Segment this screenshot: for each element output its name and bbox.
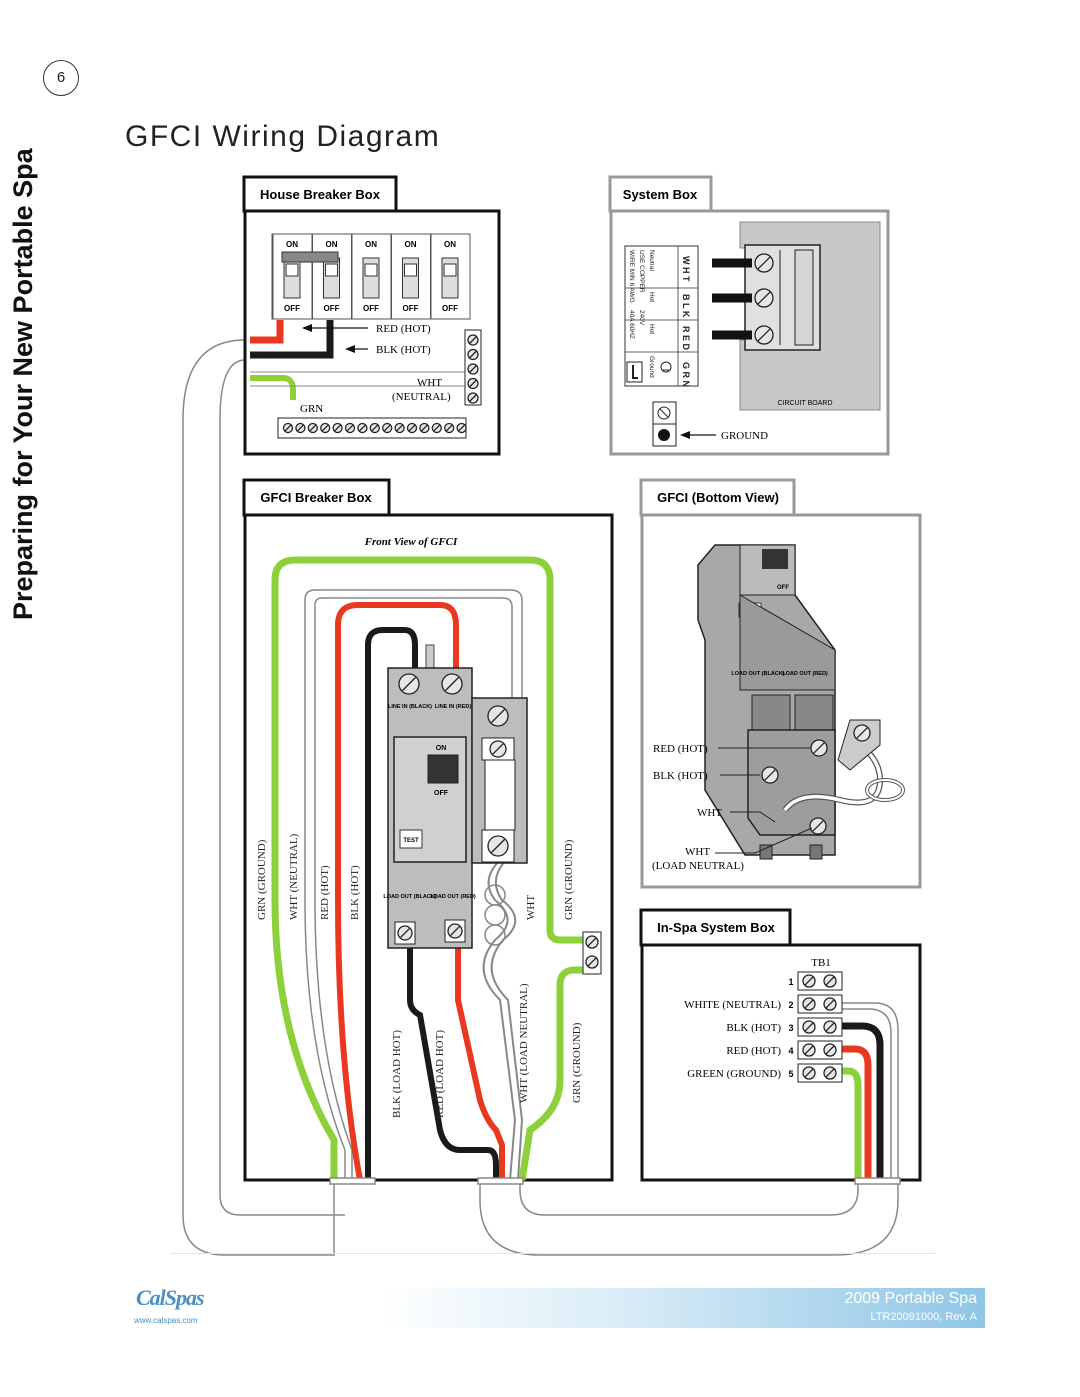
ground-screw-icon [408, 424, 417, 433]
house-breaker-title: House Breaker Box [260, 187, 380, 202]
terminal-screw-icon [755, 254, 773, 272]
ground-screw-icon [586, 936, 598, 948]
footer-product: 2009 Portable Spa [844, 1290, 977, 1307]
lbl-blk-hot: BLK (HOT) [349, 865, 361, 920]
circuit-board-label: CIRCUIT BOARD [777, 400, 833, 407]
terminal-screw-icon [824, 1044, 836, 1056]
ground-screw-icon [284, 424, 293, 433]
front-view-label: Front View of GFCI [364, 536, 458, 548]
bottom-load-neutral-label: (LOAD NEUTRAL) [652, 860, 744, 872]
sys-col-grn: G R N [681, 362, 691, 388]
gfci-load-out-red: LOAD OUT (RED) [430, 894, 476, 900]
breaker-off-label: OFF [323, 304, 340, 313]
gfci-line-in-black: LINE IN (BLACK) [388, 704, 432, 710]
sys-label-hot1: Hot [648, 292, 655, 303]
red-hot-screw-icon [811, 740, 827, 756]
lbl-grn-ground: GRN (GROUND) [256, 839, 268, 920]
line-in-red-screw-icon [442, 674, 462, 694]
line-in-black-screw-icon [399, 674, 419, 694]
ground-screw-icon [445, 424, 454, 433]
gfci-breaker-box [244, 480, 612, 1180]
lbl-grn-ground-right: GRN (GROUND) [563, 839, 575, 920]
breaker-on-label: ON [325, 240, 338, 249]
load-neutral-screw-icon [488, 836, 508, 856]
neutral-screw-icon [468, 393, 478, 403]
ground-screw-icon [333, 424, 342, 433]
gfci-bottom-view [641, 480, 920, 887]
blk-hot-screw-icon [762, 767, 778, 783]
breaker-on-label: ON [404, 240, 417, 249]
house-breaker-box [244, 177, 499, 454]
page-title: GFCI Wiring Diagram [125, 120, 441, 153]
tb1-terminal-number: 1 [788, 977, 794, 987]
ground-screw-icon [321, 424, 330, 433]
terminal-screw-icon [803, 1067, 815, 1079]
bottom-blk-hot-label: BLK (HOT) [653, 770, 708, 782]
terminal-screw-icon [803, 998, 815, 1010]
tb1-terminal-label: RED (HOT) [726, 1045, 781, 1057]
breaker-off-label: OFF [402, 304, 419, 313]
gfci-bottom-title: GFCI (Bottom View) [657, 490, 779, 505]
neutral-screw-icon [488, 706, 508, 726]
system-box [610, 177, 888, 454]
ground-screw-icon [296, 424, 305, 433]
gfci-off-label: OFF [434, 790, 448, 797]
tb1-terminal-label: WHITE (NEUTRAL) [684, 999, 781, 1011]
terminal-screw-icon [824, 1067, 836, 1079]
lbl-wht-neutral: WHT (NEUTRAL) [288, 833, 300, 920]
tb1-terminal-number: 4 [788, 1046, 794, 1056]
ground-screw-icon [586, 956, 598, 968]
house-blk-hot-label: BLK (HOT) [376, 344, 431, 356]
sys-label-240v: 240V [638, 310, 645, 326]
load-neutral-screw-icon [810, 818, 826, 834]
terminal-screw-icon [824, 975, 836, 987]
footer-rule [170, 1253, 935, 1254]
terminal-screw-icon [755, 326, 773, 344]
in-spa-title: In-Spa System Box [657, 920, 775, 935]
house-red-hot-label: RED (HOT) [376, 323, 431, 335]
footer-code: LTR20091000, Rev. A [870, 1311, 977, 1323]
neutral-screw-icon [490, 741, 506, 757]
lbl-red-load-hot: RED (LOAD HOT) [434, 1030, 446, 1118]
sys-label-wire: WIRE MIN 6 AWG [628, 250, 635, 303]
lbl-wht: WHT [525, 894, 537, 920]
calspas-logo: CalSpas [136, 1285, 204, 1310]
bottom-load-out-black: LOAD OUT (BLACK) [731, 671, 785, 677]
gfci-load-out-black: LOAD OUT (BLACK) [383, 894, 437, 900]
gfci-line-in-red: LINE IN (RED) [434, 704, 472, 710]
lbl-grn-ground-bottom: GRN (GROUND) [571, 1022, 583, 1103]
conduit-bottom [480, 1180, 898, 1255]
sys-col-red: R E D [681, 326, 691, 351]
tb1-terminal-label: GREEN (GROUND) [687, 1068, 781, 1080]
breaker-on-label: ON [365, 240, 377, 249]
load-out-red-screw-icon [448, 924, 462, 938]
house-wht-label: WHT [417, 377, 443, 389]
neutral-screw-icon [468, 379, 478, 389]
bottom-off-label: OFF [777, 585, 789, 591]
section-title: Preparing for Your New Portable Spa [8, 148, 38, 620]
terminal-screw-icon [803, 1021, 815, 1033]
terminal-screw-icon [824, 1021, 836, 1033]
page-number: 6 [43, 60, 79, 96]
gfci-breaker-title: GFCI Breaker Box [260, 490, 372, 505]
tb1-terminal-label: BLK (HOT) [726, 1022, 781, 1034]
ground-screw-icon [346, 424, 355, 433]
terminal-screw-icon [824, 998, 836, 1010]
lbl-red-hot: RED (HOT) [319, 865, 331, 920]
ground-screw-icon [370, 424, 379, 433]
bottom-wht2-label: WHT [685, 846, 711, 858]
neutral-screw-icon [854, 725, 870, 741]
sys-label-freq: 40A 60HZ [628, 310, 635, 339]
ground-screw-icon [358, 424, 367, 433]
system-box-title: System Box [622, 187, 698, 202]
ground-screw-icon [308, 424, 317, 433]
breaker-off-label: OFF [363, 304, 379, 313]
tb1-terminal-number: 2 [788, 1000, 794, 1010]
neutral-screw-icon [468, 364, 478, 374]
breaker-on-label: ON [444, 240, 456, 249]
ground-screw-icon [432, 424, 441, 433]
bottom-wht-label: WHT [697, 807, 723, 819]
sys-col-wht: W H T [681, 256, 691, 282]
bottom-red-hot-label: RED (HOT) [653, 743, 708, 755]
gfci-test-label: TEST [403, 838, 419, 844]
footer-url: www.calspas.com [134, 1316, 198, 1325]
in-spa-system-box [641, 910, 920, 1180]
ground-screw-icon [457, 424, 466, 433]
tb1-terminal-number: 5 [788, 1069, 794, 1079]
breaker-on-label: ON [286, 240, 298, 249]
ground-screw-icon [395, 424, 404, 433]
neutral-screw-icon [468, 335, 478, 345]
terminal-screw-icon [755, 289, 773, 307]
sys-label-ground: Ground [648, 356, 655, 378]
breaker-off-label: OFF [284, 304, 300, 313]
load-out-black-screw-icon [398, 926, 412, 940]
gfci-on-label: ON [435, 745, 447, 752]
bottom-load-out-red: LOAD OUT (RED) [782, 671, 828, 677]
terminal-screw-icon [803, 975, 815, 987]
tb1-terminal-number: 3 [788, 1023, 794, 1033]
system-ground-label: GROUND [721, 430, 769, 442]
terminal-screw-icon [803, 1044, 815, 1056]
ground-screw-icon [420, 424, 429, 433]
lbl-wht-load-neutral: WHT (LOAD NEUTRAL) [518, 983, 530, 1103]
sys-label-hot2: Hot [648, 324, 655, 335]
house-neutral-label: (NEUTRAL) [392, 391, 451, 403]
house-grn-label: GRN [300, 403, 324, 415]
neutral-screw-icon [468, 350, 478, 360]
sys-label-neutral: Neutral [648, 250, 655, 271]
sys-label-copper: USE COPPER [638, 250, 645, 293]
tb1-label: TB1 [811, 957, 831, 969]
lbl-blk-load-hot: BLK (LOAD HOT) [391, 1030, 403, 1118]
ground-screw-icon [383, 424, 392, 433]
breaker-off-label: OFF [442, 304, 458, 313]
sys-col-blk: B L K [681, 294, 691, 318]
